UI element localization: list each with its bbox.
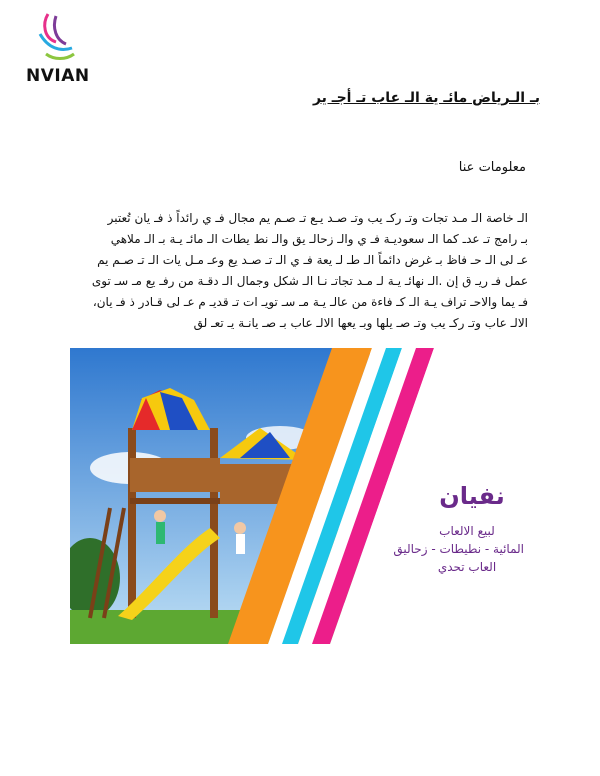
paragraph-line: الـ خاصة الـ مـد تجات وتـ ركـ يب وتـ صـد يـع تـ صـم يم مجال فـ ي رائداً ذ فـ يان تُعتبر — [107, 211, 528, 225]
tagline-line: العاب تحدي — [437, 560, 497, 574]
section-heading: معلومات عنا — [458, 160, 526, 175]
paragraph-line: عمل فـ ريـ ق إن .الـ نهائـ يـة لـ مـد تجاتـ نـا الـ شكل وجمال الـ دقـة من رفـ يع مـ سـ توى — [91, 274, 528, 288]
tagline-line: المائية - نطيطات - زحاليق — [393, 542, 524, 556]
about-paragraph — [72, 208, 528, 334]
logo-swoosh-icon — [26, 8, 86, 68]
logo-text: NVIAN — [26, 66, 90, 86]
paragraph-line: عـ لى الـ حـ فاظ بـ غرض دائماً الـ طـ لـ يعة فـ ي الـ تـ صـد يع وعـ مـل يات الـ تـ صـم يم — [97, 253, 528, 267]
banner-tagline — [393, 522, 524, 576]
tagline-line: لبيع الالعاب — [439, 524, 495, 538]
paragraph-line: بـ رامج تـ عدـ كما الـ سعوديـة فـ ي والـ زحالـ يق والـ نط يطات الـ مائـ يـة بـ الـ ملاهي — [110, 232, 528, 246]
paragraph-line: الالـ عاب وتـ ركـ يب وتـ صـ يلها وبـ يعها الالـ عاب بـ صـ يانـة يـ تعـ لق — [193, 316, 528, 330]
promo-banner — [70, 348, 528, 644]
paragraph-line: فـ يما والاحـ تراف يـة الـ كـ فاءة من عالـ يـة مـ سـ تويـ ات تـ قديـ م عـ لى قـادر ذ فـ يان، — [92, 295, 528, 309]
company-logo — [26, 8, 90, 90]
page-title: بـ الـرياض مائـ ية الـ عاب تـ أجـ ير — [312, 90, 540, 106]
banner-brand-name: نفيان — [439, 482, 505, 510]
